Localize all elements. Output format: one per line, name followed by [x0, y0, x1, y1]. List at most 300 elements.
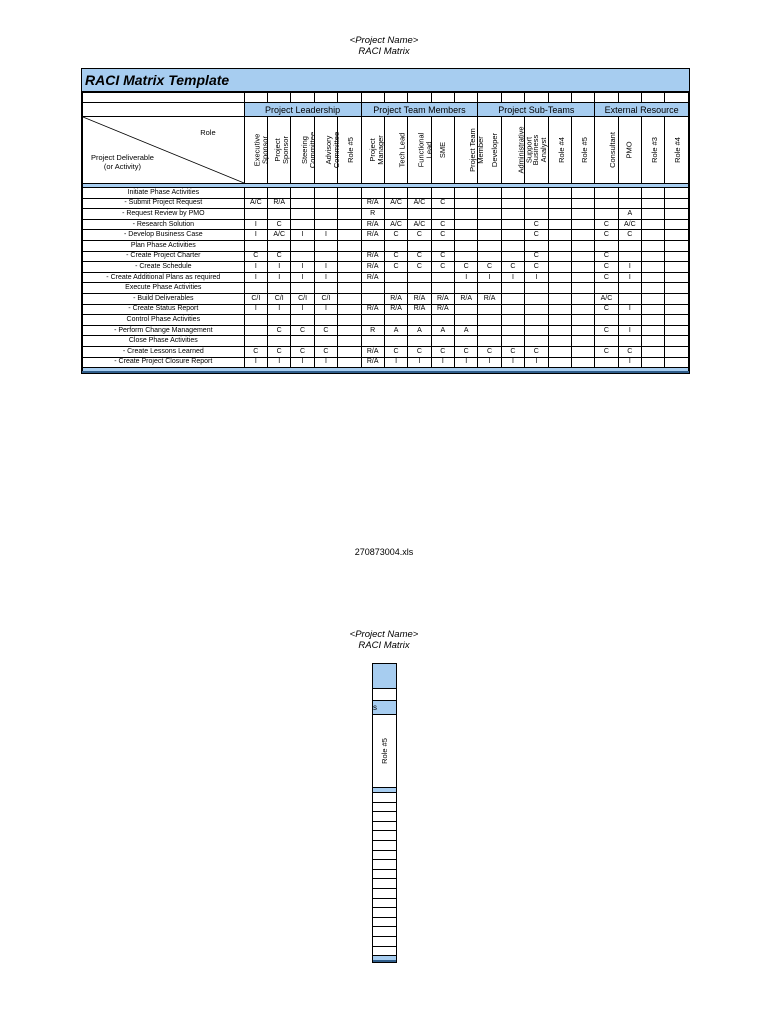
role-label: Administrative Support: [516, 125, 534, 174]
role-header: [268, 117, 291, 184]
raci-cell: R/A: [361, 262, 384, 273]
raci-cell: I: [244, 219, 267, 230]
raci-cell: [501, 230, 524, 241]
raci-cell: C: [314, 346, 337, 357]
raci-cell: [408, 272, 431, 283]
phase-row: [83, 240, 689, 251]
raci-cell: C: [525, 251, 548, 262]
blank-cell: [501, 93, 524, 103]
raci-cell: [291, 251, 314, 262]
raci-cell: C: [268, 325, 291, 336]
raci-cell: [384, 272, 407, 283]
raci-cell: [571, 188, 594, 199]
raci-cell: R/A: [361, 272, 384, 283]
raci-cell: [455, 188, 478, 199]
blank-cell: [478, 93, 501, 103]
raci-cell: [548, 219, 571, 230]
raci-cell: [268, 283, 291, 294]
raci-cell: A: [431, 325, 454, 336]
raci-cell: [548, 304, 571, 315]
raci-cell: R/A: [268, 198, 291, 209]
raci-cell: [665, 336, 689, 347]
blank-cell: [431, 93, 454, 103]
raci-cell: R/A: [361, 230, 384, 241]
page2-row: [373, 803, 396, 813]
page2-row: [373, 889, 396, 899]
activity-row: [83, 209, 689, 220]
raci-cell: [455, 304, 478, 315]
raci-cell: [525, 188, 548, 199]
raci-cell: [338, 198, 361, 209]
activity-label: - Create Project Charter: [83, 251, 245, 262]
raci-cell: C/I: [291, 293, 314, 304]
raci-cell: C/I: [244, 293, 267, 304]
raci-cell: [548, 262, 571, 273]
role-label: SME: [437, 141, 447, 158]
raci-cell: [455, 251, 478, 262]
raci-cell: R/A: [408, 293, 431, 304]
raci-cell: [571, 272, 594, 283]
end-bar: [83, 368, 689, 373]
raci-cell: C: [501, 262, 524, 273]
diag-deliverable-line1: Project Deliverable: [91, 153, 154, 162]
raci-cell: I: [244, 304, 267, 315]
activity-label: - Submit Project Request: [83, 198, 245, 209]
raci-cell: [525, 293, 548, 304]
raci-cell: [338, 293, 361, 304]
activity-row: [83, 346, 689, 357]
role-label: PMO: [624, 140, 634, 159]
blank-cell: [525, 93, 548, 103]
raci-cell: [642, 346, 665, 357]
raci-cell: [642, 262, 665, 273]
raci-cell: [268, 209, 291, 220]
raci-cell: [314, 209, 337, 220]
role-label: Consultant: [608, 131, 618, 168]
raci-cell: [548, 251, 571, 262]
raci-cell: [455, 315, 478, 326]
raci-cell: [571, 209, 594, 220]
blank-cell: [665, 93, 689, 103]
raci-cell: [525, 336, 548, 347]
role-label: Project Manager: [367, 134, 385, 165]
raci-cell: [571, 336, 594, 347]
raci-cell: [571, 325, 594, 336]
raci-cell: A/C: [408, 198, 431, 209]
raci-cell: R/A: [431, 304, 454, 315]
raci-cell: I: [525, 357, 548, 368]
raci-cell: C: [384, 346, 407, 357]
role-header-row: [83, 117, 689, 184]
raci-cell: [338, 188, 361, 199]
raci-cell: R/A: [431, 293, 454, 304]
raci-cell: [384, 283, 407, 294]
raci-cell: [314, 198, 337, 209]
raci-cell: C/I: [268, 293, 291, 304]
raci-cell: [384, 315, 407, 326]
raci-cell: C: [291, 325, 314, 336]
phase-row: [83, 315, 689, 326]
blank-cell: [642, 93, 665, 103]
raci-cell: C/I: [314, 293, 337, 304]
raci-cell: I: [314, 262, 337, 273]
role-header: [244, 117, 267, 184]
raci-cell: R/A: [455, 293, 478, 304]
role-header: [618, 117, 641, 184]
raci-cell: I: [618, 272, 641, 283]
raci-cell: [665, 198, 689, 209]
raci-cell: [291, 283, 314, 294]
raci-cell: C: [431, 198, 454, 209]
raci-cell: [642, 198, 665, 209]
role-label: Business Analyst: [531, 134, 549, 165]
activity-row: [83, 230, 689, 241]
raci-cell: [665, 240, 689, 251]
raci-cell: [244, 240, 267, 251]
raci-cell: [642, 325, 665, 336]
raci-cell: [501, 188, 524, 199]
raci-cell: A: [408, 325, 431, 336]
raci-cell: C: [618, 346, 641, 357]
raci-cell: [431, 209, 454, 220]
activity-row: [83, 304, 689, 315]
raci-cell: [501, 219, 524, 230]
raci-cell: [501, 325, 524, 336]
raci-cell: [595, 315, 618, 326]
activity-label: - Develop Business Case: [83, 230, 245, 241]
activity-row: [83, 198, 689, 209]
group-header: Project Sub-Teams: [478, 103, 595, 117]
raci-cell: [642, 304, 665, 315]
phase-label: Execute Phase Activities: [83, 283, 245, 294]
diag-role-label: Role: [200, 128, 216, 137]
role-header: [501, 117, 534, 184]
blank-cell: [618, 93, 641, 103]
blank-cell: [314, 93, 337, 103]
raci-cell: [642, 230, 665, 241]
page2-row: [373, 947, 396, 957]
raci-cell: [618, 240, 641, 251]
activity-label: - Create Schedule: [83, 262, 245, 273]
raci-cell: [665, 315, 689, 326]
role-header: [384, 117, 407, 184]
raci-cell: [291, 198, 314, 209]
blank-cell: [268, 93, 291, 103]
raci-cell: [525, 209, 548, 220]
raci-cell: [642, 293, 665, 304]
role-label: Role #4: [556, 136, 566, 163]
blank-cell: [361, 93, 384, 103]
blank-cell: [548, 93, 571, 103]
raci-cell: [665, 188, 689, 199]
raci-cell: I: [501, 272, 524, 283]
raci-cell: C: [595, 251, 618, 262]
activity-row: [83, 272, 689, 283]
raci-cell: [338, 272, 361, 283]
raci-cell: C: [408, 251, 431, 262]
raci-cell: [525, 325, 548, 336]
blank-cell: [338, 93, 361, 103]
blank-cell: [571, 93, 594, 103]
raci-cell: I: [244, 262, 267, 273]
raci-cell: I: [455, 272, 478, 283]
raci-cell: C: [291, 346, 314, 357]
raci-cell: [478, 315, 501, 326]
raci-cell: I: [244, 272, 267, 283]
raci-cell: C: [595, 262, 618, 273]
diag-deliverable-line2: (or Activity): [103, 162, 142, 171]
raci-cell: [408, 240, 431, 251]
raci-cell: [665, 219, 689, 230]
raci-cell: [338, 219, 361, 230]
raci-cell: [244, 336, 267, 347]
raci-cell: I: [268, 272, 291, 283]
raci-cell: [408, 283, 431, 294]
raci-cell: R: [361, 325, 384, 336]
raci-cell: [665, 209, 689, 220]
raci-cell: [571, 251, 594, 262]
raci-cell: C: [478, 262, 501, 273]
diag-deliverable-label: [91, 153, 154, 171]
raci-cell: [665, 346, 689, 357]
role-header: [431, 117, 454, 184]
raci-cell: [478, 188, 501, 199]
raci-cell: C: [384, 262, 407, 273]
raci-cell: C: [595, 325, 618, 336]
activity-row: [83, 325, 689, 336]
role-label: Executive Sponsor: [251, 133, 269, 166]
page-header: [0, 35, 768, 57]
raci-cell: [548, 272, 571, 283]
raci-table: [82, 92, 689, 373]
raci-cell: I: [291, 357, 314, 368]
blank-cell: [408, 93, 431, 103]
raci-cell: [268, 336, 291, 347]
raci-cell: [665, 272, 689, 283]
raci-cell: [384, 188, 407, 199]
raci-cell: C: [595, 272, 618, 283]
raci-cell: [642, 272, 665, 283]
activity-row: [83, 262, 689, 273]
raci-cell: [338, 346, 361, 357]
raci-cell: I: [501, 357, 524, 368]
raci-cell: [548, 230, 571, 241]
role-header: [571, 117, 594, 184]
raci-cell: C: [268, 251, 291, 262]
phase-row: [83, 336, 689, 347]
raci-cell: I: [314, 357, 337, 368]
raci-cell: I: [244, 230, 267, 241]
page2-header: [0, 629, 768, 651]
activity-label: - Create Project Closure Report: [83, 357, 245, 368]
page2-row: [373, 927, 396, 937]
raci-cell: [525, 198, 548, 209]
raci-cell: [665, 251, 689, 262]
sheet-title: RACI Matrix Template: [82, 69, 689, 92]
raci-cell: [618, 336, 641, 347]
raci-cell: [571, 283, 594, 294]
raci-cell: I: [314, 230, 337, 241]
raci-sheet-page2: [372, 663, 397, 963]
raci-cell: [338, 209, 361, 220]
raci-cell: [548, 336, 571, 347]
raci-cell: I: [268, 357, 291, 368]
raci-cell: [548, 346, 571, 357]
phase-label: Control Phase Activities: [83, 315, 245, 326]
raci-cell: C: [244, 346, 267, 357]
end-bar-cell: [83, 368, 689, 373]
raci-cell: [338, 315, 361, 326]
raci-cell: [455, 219, 478, 230]
raci-cell: [618, 188, 641, 199]
raci-cell: [361, 188, 384, 199]
raci-cell: [291, 209, 314, 220]
raci-cell: [455, 230, 478, 241]
raci-cell: I: [268, 262, 291, 273]
raci-cell: I: [291, 262, 314, 273]
raci-cell: [244, 283, 267, 294]
raci-cell: C: [268, 346, 291, 357]
raci-cell: C: [501, 346, 524, 357]
blank-cell: [83, 93, 245, 103]
raci-cell: [455, 209, 478, 220]
raci-cell: R/A: [361, 219, 384, 230]
role-label: Steering Committee: [300, 131, 318, 168]
raci-cell: [244, 315, 267, 326]
raci-cell: [501, 240, 524, 251]
raci-cell: C: [384, 230, 407, 241]
raci-cell: [338, 283, 361, 294]
raci-cell: R: [361, 209, 384, 220]
raci-cell: R/A: [478, 293, 501, 304]
raci-cell: [548, 325, 571, 336]
raci-cell: R/A: [384, 304, 407, 315]
raci-cell: C: [525, 346, 548, 357]
raci-cell: [595, 209, 618, 220]
raci-cell: [595, 336, 618, 347]
raci-cell: [408, 315, 431, 326]
blank-cell: [291, 93, 314, 103]
raci-cell: I: [384, 357, 407, 368]
role-header: [642, 117, 665, 184]
raci-cell: [291, 336, 314, 347]
raci-cell: [665, 304, 689, 315]
role-label: Developer: [490, 132, 500, 167]
raci-cell: [268, 315, 291, 326]
activity-label: - Build Deliverables: [83, 293, 245, 304]
page2-row: [373, 937, 396, 947]
raci-cell: A/C: [268, 230, 291, 241]
role-label: Project Team Member: [467, 127, 485, 172]
raci-cell: A/C: [244, 198, 267, 209]
raci-cell: [642, 209, 665, 220]
raci-cell: [384, 336, 407, 347]
activity-row: [83, 219, 689, 230]
raci-cell: [338, 304, 361, 315]
raci-cell: [338, 230, 361, 241]
raci-cell: [571, 198, 594, 209]
raci-cell: R/A: [361, 346, 384, 357]
raci-cell: C: [268, 219, 291, 230]
phase-label: Initiate Phase Activities: [83, 188, 245, 199]
phase-row: [83, 283, 689, 294]
raci-cell: [571, 293, 594, 304]
raci-cell: A/C: [595, 293, 618, 304]
raci-cell: I: [291, 304, 314, 315]
raci-cell: [431, 283, 454, 294]
raci-cell: [571, 304, 594, 315]
raci-cell: [361, 283, 384, 294]
raci-cell: [595, 188, 618, 199]
raci-cell: [595, 198, 618, 209]
page2-row: [373, 860, 396, 870]
raci-cell: [338, 251, 361, 262]
raci-cell: [571, 230, 594, 241]
raci-cell: [618, 251, 641, 262]
raci-cell: C: [408, 346, 431, 357]
raci-cell: C: [431, 262, 454, 273]
raci-cell: [455, 240, 478, 251]
raci-cell: [548, 188, 571, 199]
page2-row: [373, 822, 396, 832]
activity-label: - Request Review by PMO: [83, 209, 245, 220]
raci-cell: [478, 219, 501, 230]
raci-cell: [338, 357, 361, 368]
page2-row: [373, 899, 396, 909]
raci-cell: C: [431, 251, 454, 262]
group-spacer: [83, 103, 245, 117]
activity-row: [83, 357, 689, 368]
raci-cell: [642, 357, 665, 368]
raci-cell: [361, 315, 384, 326]
raci-cell: [595, 240, 618, 251]
page2-blank-row: [373, 689, 396, 701]
raci-cell: [314, 315, 337, 326]
raci-cell: [548, 357, 571, 368]
page2-row: [373, 841, 396, 851]
raci-cell: [455, 336, 478, 347]
raci-cell: C: [525, 262, 548, 273]
raci-cell: [618, 198, 641, 209]
raci-cell: [478, 304, 501, 315]
raci-cell: [665, 325, 689, 336]
raci-cell: [291, 188, 314, 199]
raci-cell: [314, 188, 337, 199]
raci-cell: [501, 209, 524, 220]
raci-cell: [501, 336, 524, 347]
raci-cell: [642, 219, 665, 230]
role-header: [291, 117, 318, 184]
raci-cell: C: [478, 346, 501, 357]
diagonal-header-cell: [83, 117, 245, 184]
page2-row: [373, 908, 396, 918]
raci-cell: R/A: [361, 357, 384, 368]
raci-cell: [548, 209, 571, 220]
raci-cell: [665, 357, 689, 368]
raci-cell: C: [431, 230, 454, 241]
raci-cell: I: [618, 262, 641, 273]
page2-role-header: [373, 715, 396, 788]
raci-cell: [291, 240, 314, 251]
raci-cell: C: [595, 219, 618, 230]
raci-cell: [642, 251, 665, 262]
raci-cell: [431, 188, 454, 199]
page2-row: [373, 918, 396, 928]
raci-cell: I: [268, 304, 291, 315]
raci-cell: [408, 336, 431, 347]
raci-cell: [338, 325, 361, 336]
raci-cell: [642, 188, 665, 199]
